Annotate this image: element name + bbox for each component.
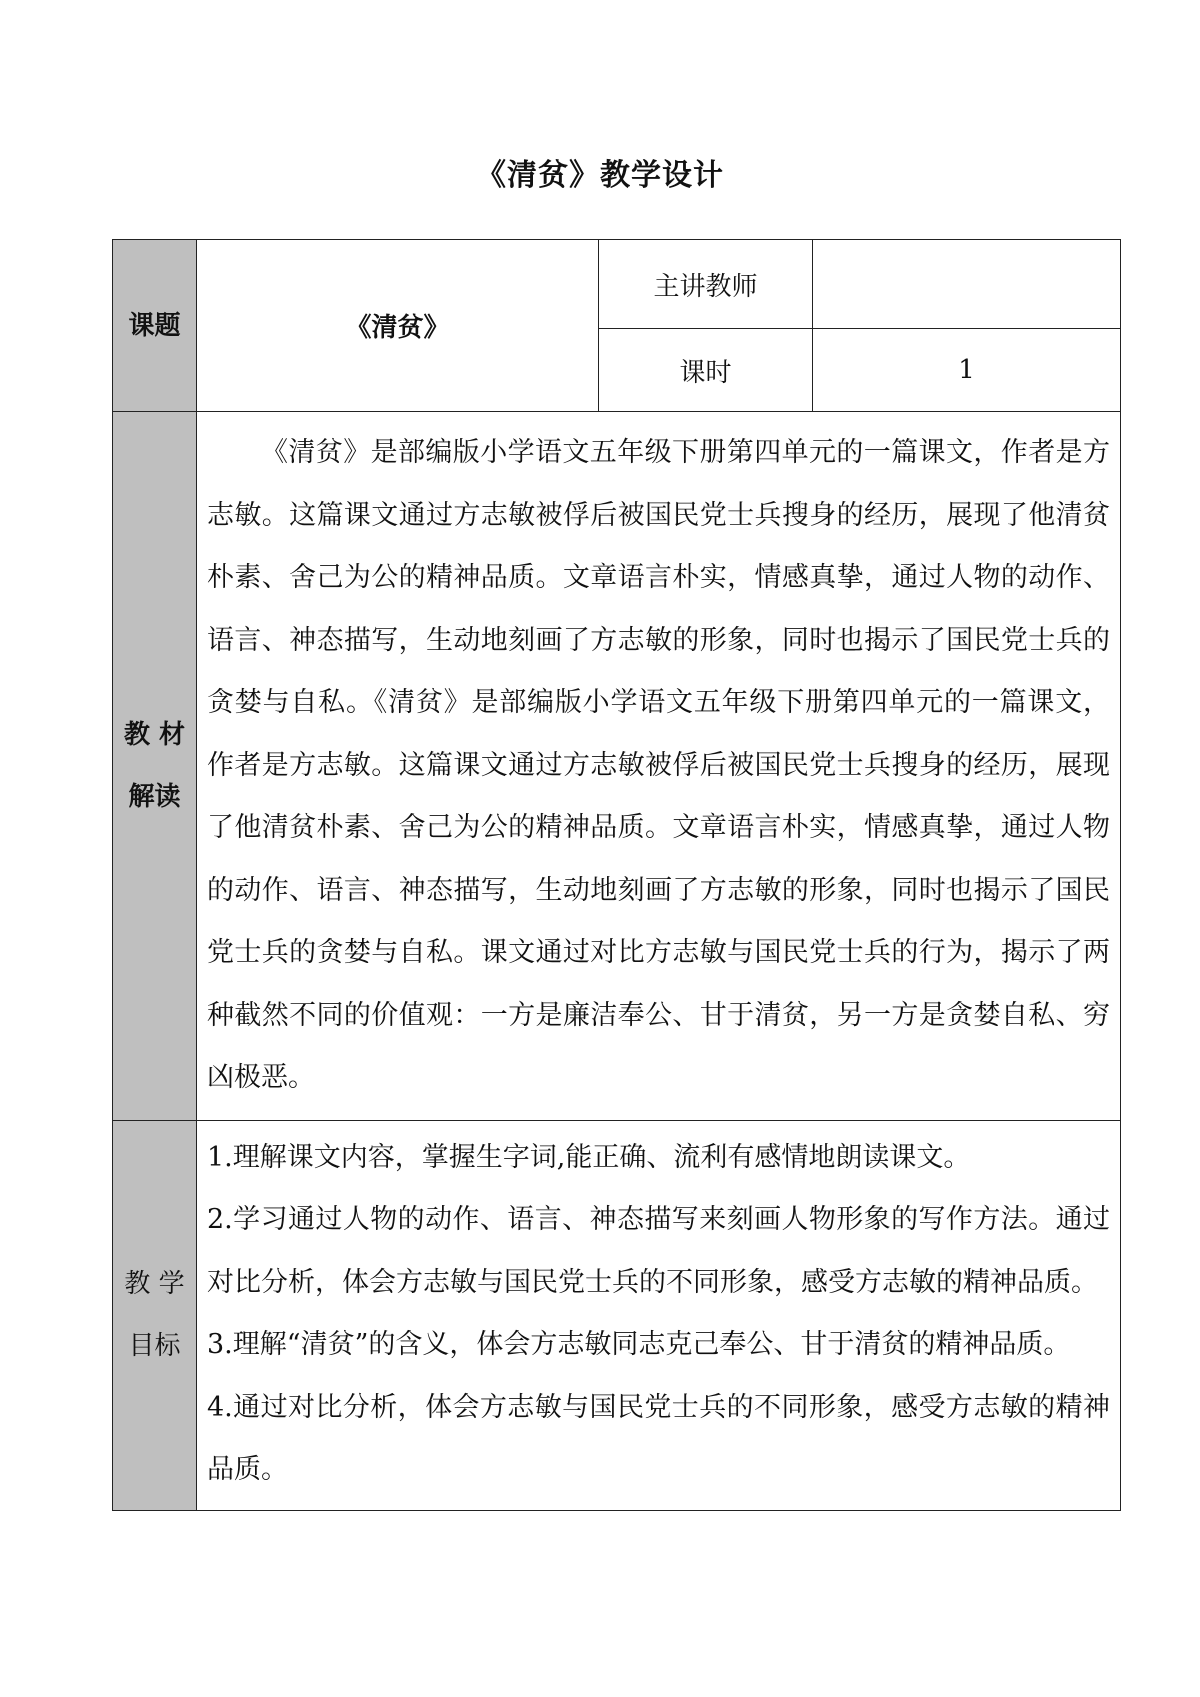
goal-item: 1.理解课文内容，掌握生字词,能正确、流利有感情地朗读课文。 [207,1141,971,1173]
goals-list [197,1121,1120,1510]
teacher-value-cell [813,240,1121,329]
lesson-plan-table [112,239,1121,1511]
material-label-line1: 教 材 [123,719,186,750]
hours-value-cell [813,329,1121,412]
row-lesson-teacher [113,240,1121,329]
material-label-line2: 解读 [128,781,181,812]
lesson-title: 《清贫》 [345,313,450,343]
material-label-cell [113,412,197,1121]
lesson-label: 课题 [128,310,181,341]
goals-text-cell [197,1120,1121,1510]
lesson-title-cell [197,240,599,412]
goal-item: 3.理解“清贫”的含义，体会方志敏同志克己奉公、甘于清贫的精神品质。 [207,1329,1071,1360]
teacher-label: 主讲教师 [653,271,758,302]
material-text: 《清贫》是部编版小学语文五年级下册第四单元的一篇课文，作者是方志敏。这篇课文通过方志敏被俘后被国民党士兵搜身的经历，展现了他清贫朴素、舍己为公的精神品质。文章语言朴实，情感真挚，通过人物的动作、语言、神态描写，生动地刻画了方志敏的形象，同时也揭示了国民党士兵的贪婪与自私。《清贫》是部编版小学语文五年级下册第四单元的一篇课文，作者是方志敏。这篇课文通过方志敏被俘后被国民党士兵搜身的经历，展现了他清贫朴素、舍己为公的精神品质。文章语言朴实，情感真挚，通过人物的动作、语言、神态描写，生动地刻画了方志敏的形象，同时也揭示了国民党士兵的贪婪与自私。课文通过对比方志敏与国民党士兵的行为，揭示了两种截然不同的价值观：一方是廉洁奉公、甘于清贫，另一方是贪婪自私、穷凶极恶。 [207,437,1110,1093]
goals-label-cell [113,1120,197,1510]
hours-value: 1 [958,355,975,385]
row-goals [113,1120,1121,1510]
hours-label-cell [599,329,813,412]
teacher-label-cell [599,240,813,329]
document-title: 《清贫》教学设计 [476,158,724,193]
goals-label-line2: 目标 [128,1331,181,1361]
goal-item: 4.通过对比分析，体会方志敏与国民党士兵的不同形象，感受方志敏的精神品质。 [207,1391,1110,1485]
hours-label: 课时 [679,357,732,388]
lesson-label-cell [113,240,197,412]
goal-item: 2.学习通过人物的动作、语言、神态描写来刻画人物形象的写作方法。通过对比分析，体会方志敏与国民党士兵的不同形象，感受方志敏的精神品质。 [207,1204,1110,1298]
material-text-cell [197,412,1121,1121]
goals-label-line1: 教 学 [124,1269,185,1299]
row-material [113,412,1121,1121]
